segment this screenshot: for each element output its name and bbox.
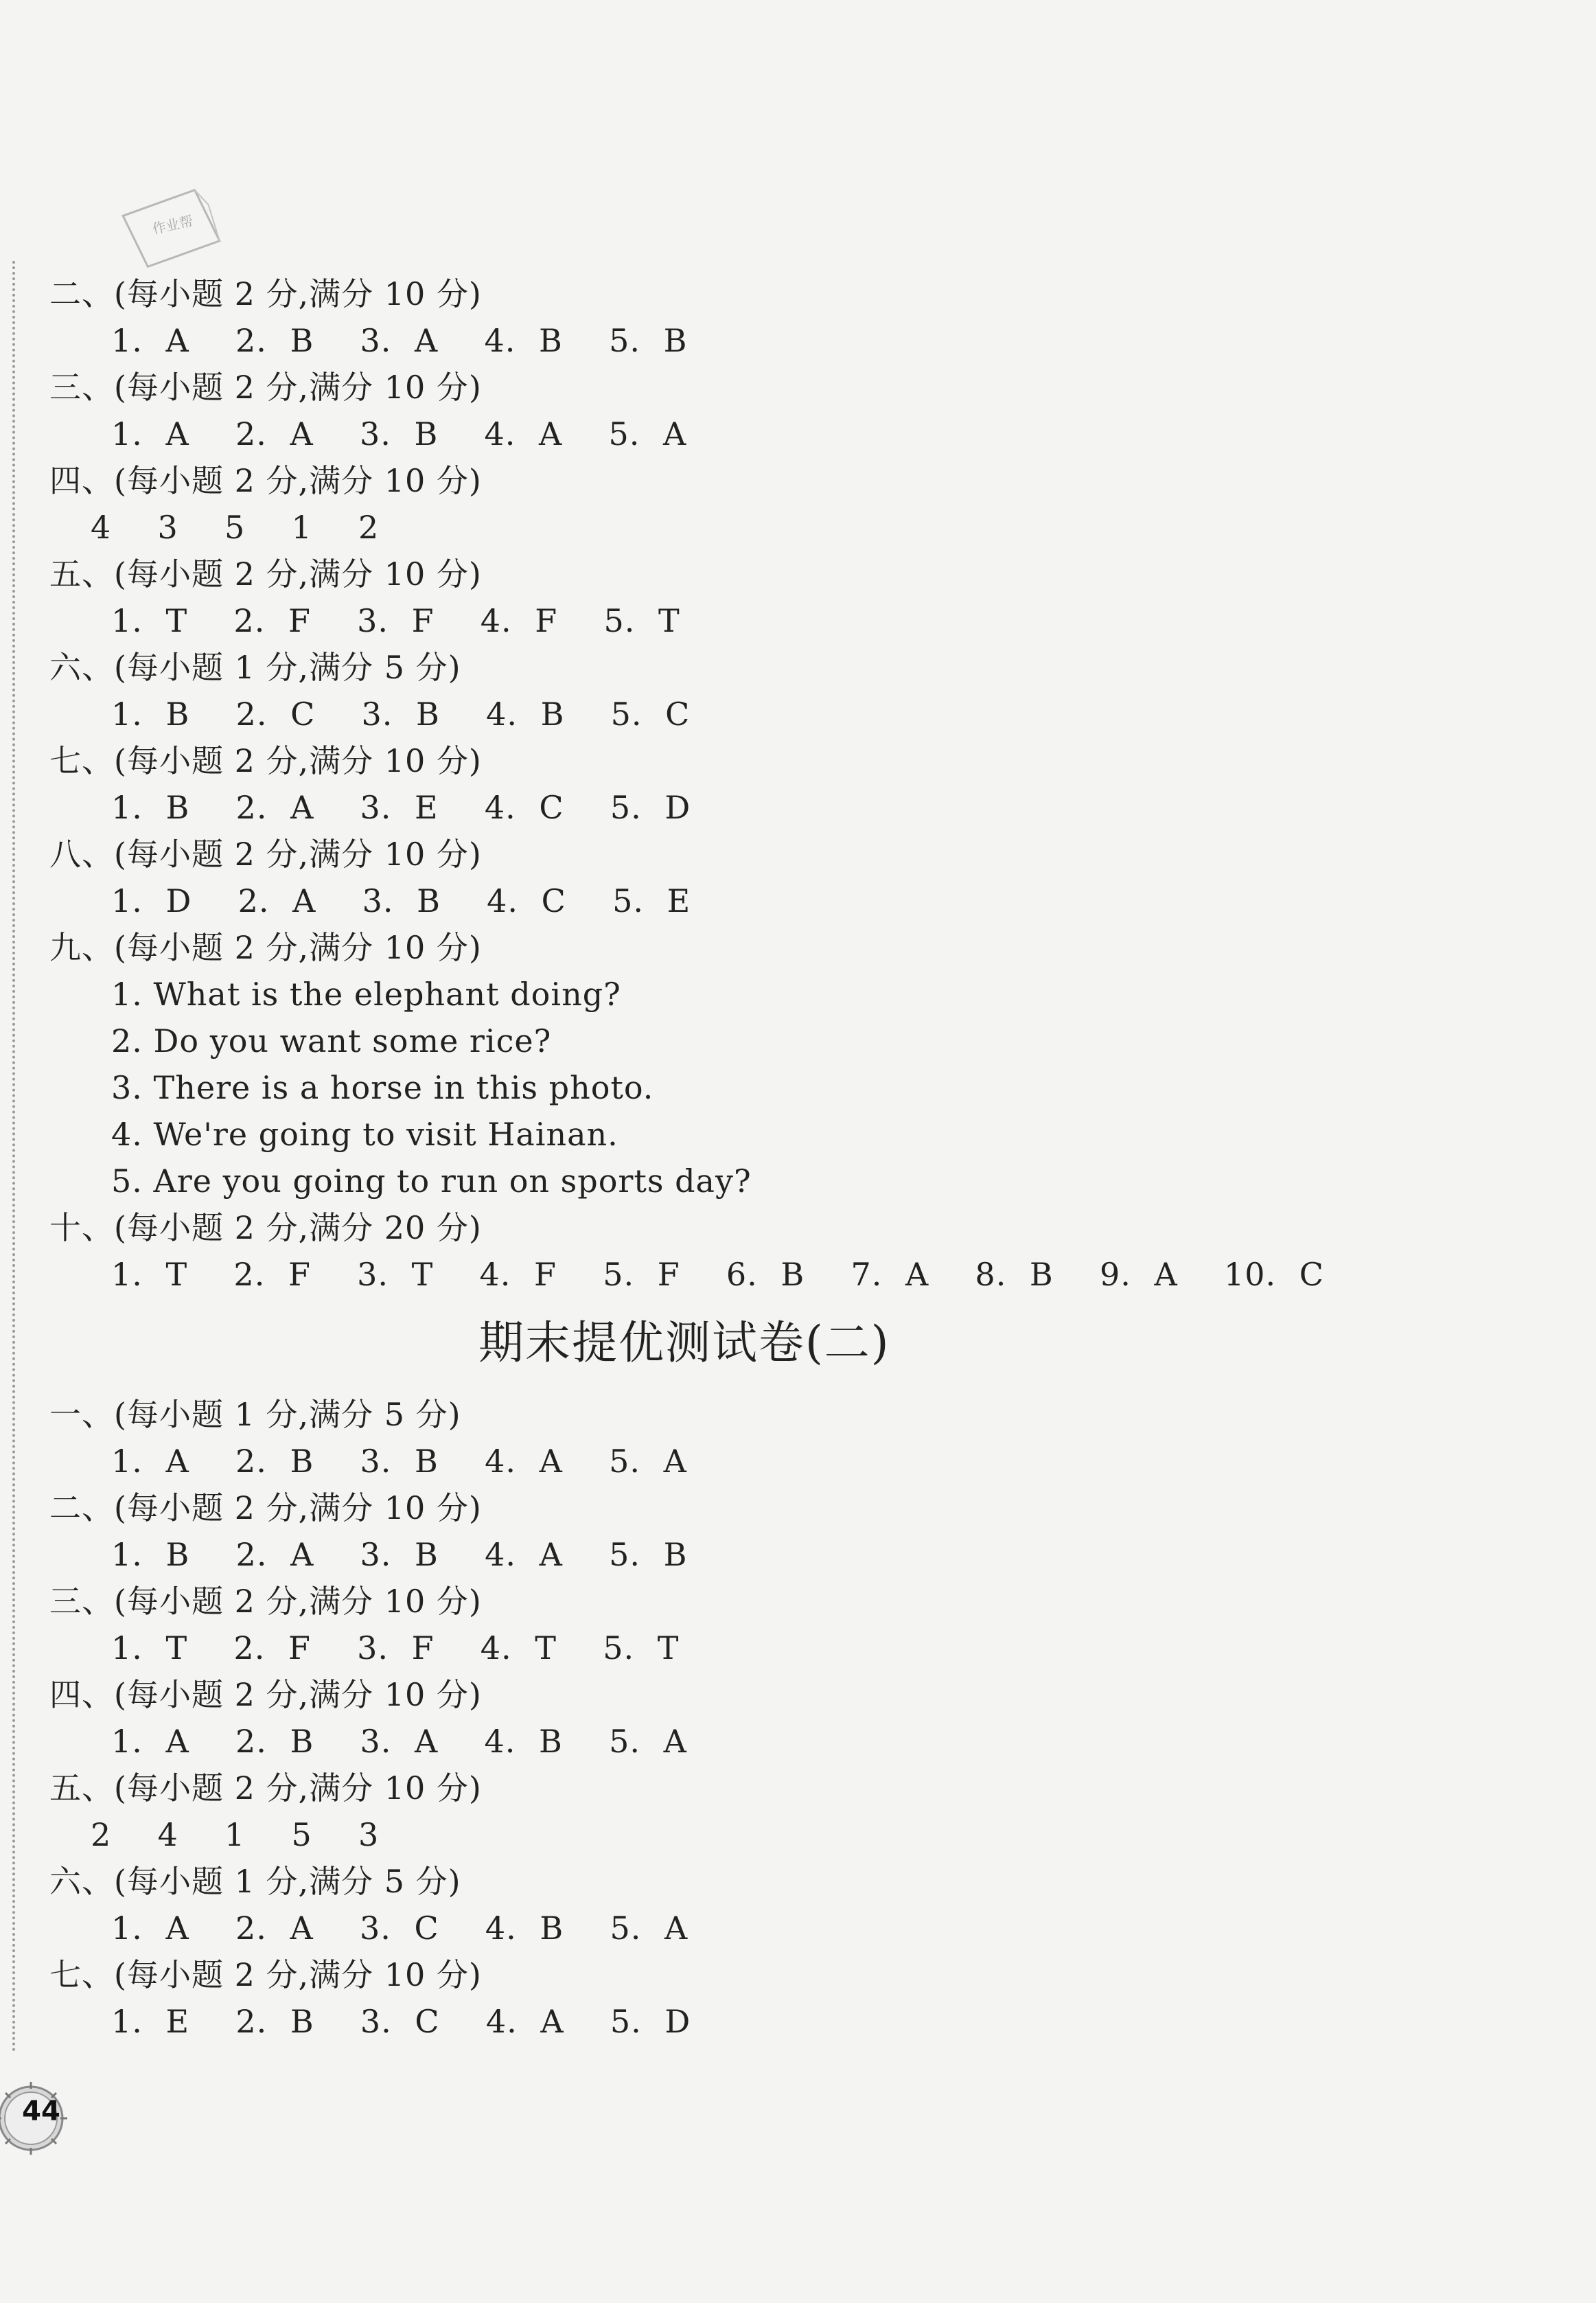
question-label: 六、(每小题 1 分,满分 5 分) [49,649,461,686]
sentence-answer: 1. What is the elephant doing? [111,976,621,1013]
question-label: 五、(每小题 2 分,满分 10 分) [49,555,482,593]
question-label: 二、(每小题 2 分,满分 10 分) [49,1489,482,1526]
margin-dotted-rule [12,261,15,2053]
question-label: 八、(每小题 2 分,满分 10 分) [49,836,482,873]
question-label: 四、(每小题 2 分,满分 10 分) [49,1676,482,1713]
question-label: 四、(每小题 2 分,满分 10 分) [49,462,482,499]
answer-row: 1. A 2. B 3. B 4. A 5. A [111,1443,687,1480]
question-label: 九、(每小题 2 分,满分 10 分) [49,929,482,966]
question-label: 五、(每小题 2 分,满分 10 分) [49,1769,482,1807]
answer-row: 1. T 2. F 3. F 4. T 5. T [111,1629,680,1666]
answer-row: 1. A 2. A 3. B 4. A 5. A [111,415,687,452]
question-label: 二、(每小题 2 分,满分 10 分) [49,275,482,312]
answer-row: 2 4 1 5 3 [91,1816,380,1853]
answer-row: 1. T 2. F 3. F 4. F 5. T [111,602,680,639]
answer-row: 1. B 2. A 3. B 4. A 5. B [111,1536,688,1573]
question-label: 一、(每小题 1 分,满分 5 分) [49,1396,461,1433]
answer-row: 1. E 2. B 3. C 4. A 5. D [111,2003,691,2040]
sentence-answer: 2. Do you want some rice? [111,1022,552,1059]
question-label: 三、(每小题 2 分,满分 10 分) [49,1583,482,1620]
answer-row: 1. A 2. B 3. A 4. B 5. A [111,1723,687,1760]
page-number: 44 [22,2096,60,2127]
answer-row: 1. A 2. A 3. C 4. B 5. A [111,1910,689,1947]
answer-row: 4 3 5 1 2 [91,509,380,546]
answer-row: 1. A 2. B 3. A 4. B 5. B [111,322,688,359]
stamp-logo-icon [113,183,230,278]
answer-row: 1. B 2. A 3. E 4. C 5. D [111,789,691,826]
sentence-answer: 3. There is a horse in this photo. [111,1069,654,1106]
question-label: 十、(每小题 2 分,满分 20 分) [49,1209,482,1246]
answer-row: 1. B 2. C 3. B 4. B 5. C [111,696,691,733]
sentence-answer: 4. We're going to visit Hainan. [111,1116,618,1153]
question-label: 七、(每小题 2 分,满分 10 分) [49,1956,482,1993]
question-label: 三、(每小题 2 分,满分 10 分) [49,369,482,406]
answer-row: 1. D 2. A 3. B 4. C 5. E [111,882,691,919]
section-title: 期末提优测试卷(二) [478,1316,890,1369]
answer-row: 1. T 2. F 3. T 4. F 5. F 6. B 7. A 8. B 9. A 10. C [111,1256,1324,1293]
svg-text:作业帮: 作业帮 [150,212,195,238]
question-label: 六、(每小题 1 分,满分 5 分) [49,1863,461,1900]
question-label: 七、(每小题 2 分,满分 10 分) [49,742,482,779]
sentence-answer: 5. Are you going to run on sports day? [111,1162,752,1200]
